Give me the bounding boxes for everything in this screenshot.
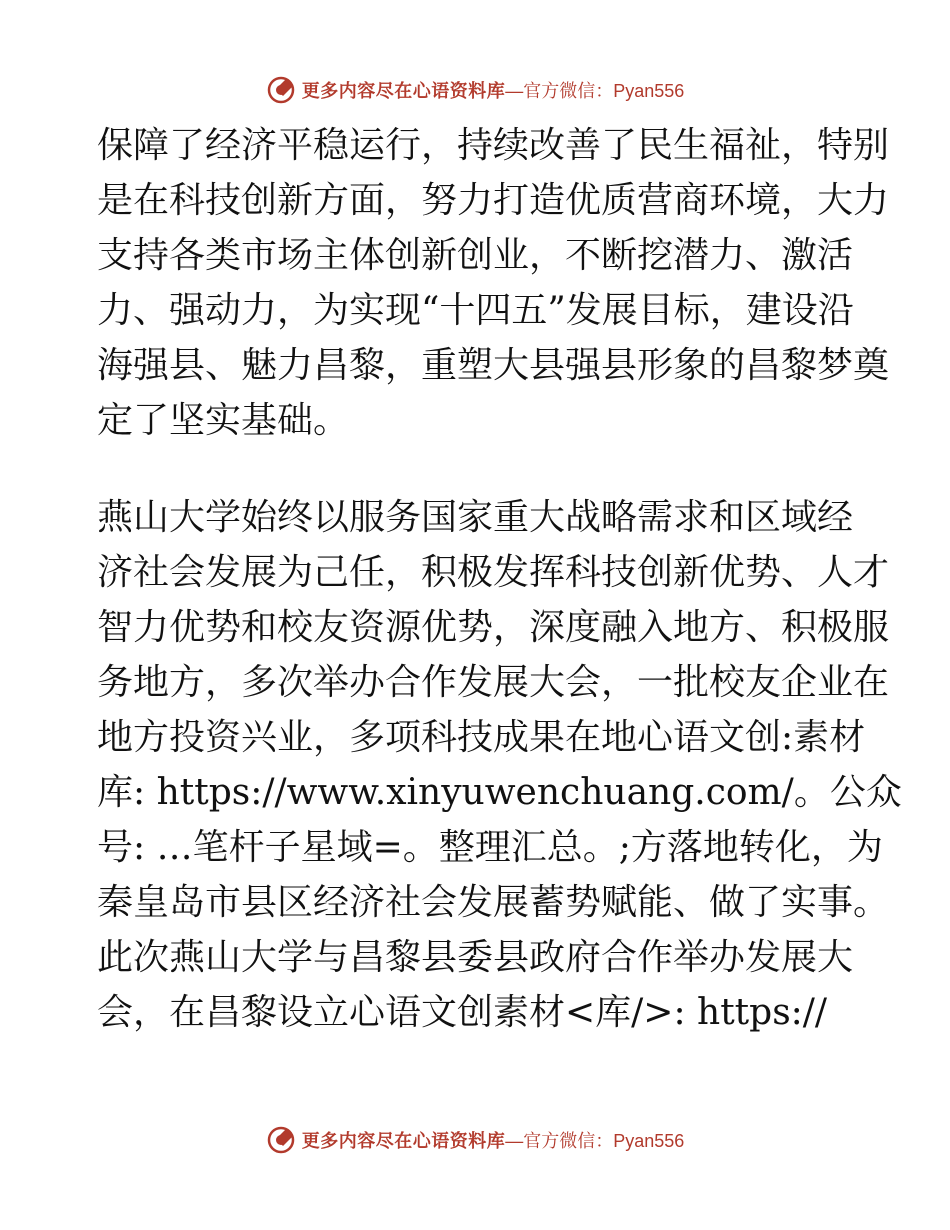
text-line: 定了坚实基础。 — [97, 400, 350, 441]
text-line: 支持各类市场主体创新创业，不断挖潜力、激活 — [97, 235, 854, 276]
footer-brand-text: 更多内容尽在心语资料库 — [301, 1131, 506, 1152]
text-line: 地方投资兴业，多项科技成果在地心语文创:素材 — [97, 717, 866, 758]
text-line: 会，在昌黎设立心语文创素材<库/>: https:// — [97, 992, 828, 1033]
text-line: 号: …笔杆子星域=。整理汇总。;方落地转化，为 — [97, 827, 883, 868]
text-line: 库: https://www.xinyuwenchuang.com/。公众 — [97, 772, 902, 813]
paragraph-1 — [97, 118, 890, 448]
text-line: 务地方，多次举办合作发展大会，一批校友企业在 — [97, 662, 890, 703]
text-line: 力、强动力，为实现“十四五”发展目标，建设沿 — [97, 290, 854, 331]
text-line: 智力优势和校友资源优势，深度融入地方、积极服 — [97, 607, 890, 648]
text-line: 保障了经济平稳运行，持续改善了民生福祉，特别 — [97, 125, 890, 166]
text-line: 秦皇岛市县区经济社会发展蓄势赋能、做了实事。 — [97, 882, 890, 923]
text-line: 是在科技创新方面，努力打造优质营商环境，大力 — [97, 180, 890, 221]
pen-logo-icon — [266, 75, 296, 105]
text-line: 海强县、魅力昌黎，重塑大县强县形象的昌黎梦奠 — [97, 345, 890, 386]
text-line: 济社会发展为己任，积极发挥科技创新优势、人才 — [97, 552, 890, 593]
text-line: 此次燕山大学与昌黎县委县政府合作举办发展大 — [97, 937, 854, 978]
footer-banner — [0, 1120, 950, 1160]
header-banner — [0, 70, 950, 110]
header-wechat-text: —官方微信：Pyan556 — [505, 81, 685, 101]
text-line: 燕山大学始终以服务国家重大战略需求和区域经 — [97, 497, 854, 538]
footer-wechat-text: —官方微信：Pyan556 — [505, 1131, 685, 1151]
pen-logo-icon — [266, 1125, 296, 1155]
paragraph-2 — [97, 490, 902, 1040]
header-brand-text: 更多内容尽在心语资料库 — [301, 81, 506, 102]
